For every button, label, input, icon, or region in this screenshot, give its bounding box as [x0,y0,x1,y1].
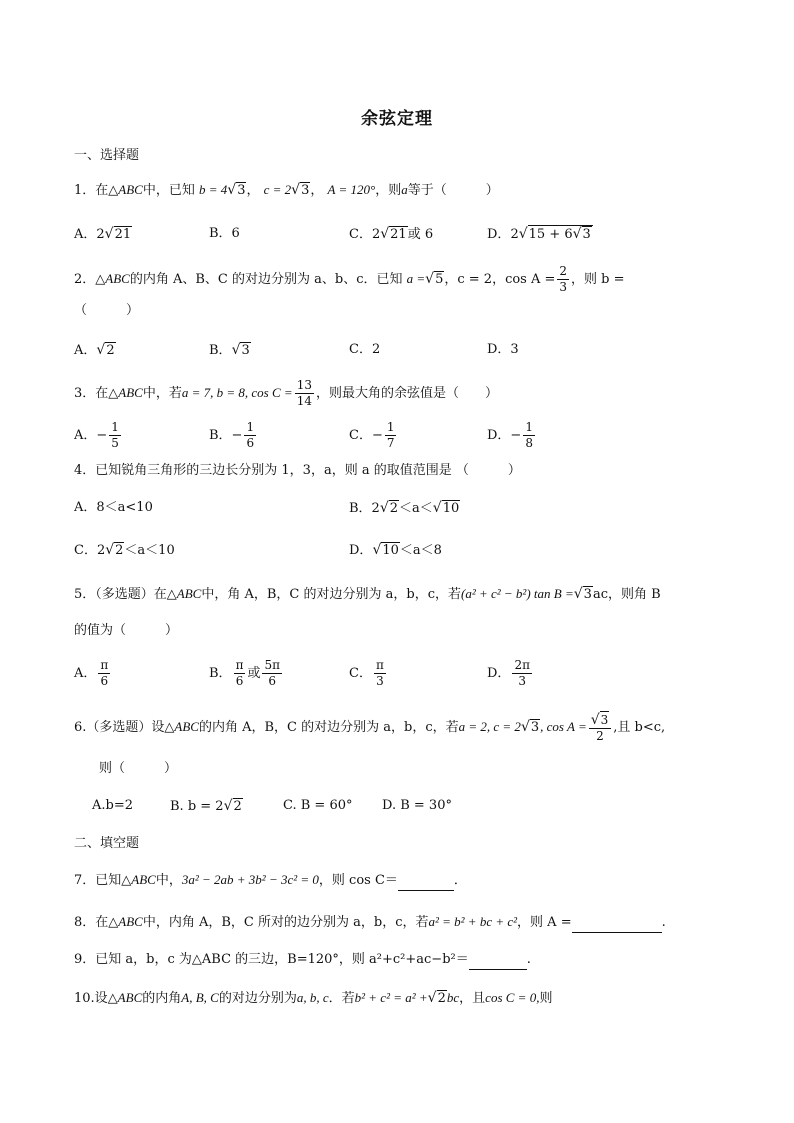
q8-answer-blank[interactable] [572,918,662,933]
q1-b-radicand: 3 [237,183,246,198]
frac-den: 6 [268,674,277,688]
frac-num: π [100,658,109,672]
option-fraction [234,658,246,689]
q10-end: 则 [539,991,553,1006]
q2-number: 2． [74,272,96,287]
option-fraction [374,658,386,689]
q5-number: 5．（多选题）在 [74,587,167,602]
triangle-abc: △ABC [166,586,202,601]
triangle-abc: △ABC [108,182,143,197]
sqrt-icon: √ [231,342,241,358]
q6-tail: ,且 b<c, [613,720,666,735]
frac-den: 5 [111,436,119,450]
option-radicand: 3 [241,343,250,358]
option-fraction-2 [262,658,282,689]
sqrt-icon: √ [573,586,583,602]
q4-option-c[interactable] [74,540,175,561]
sqrt-icon: √ [590,712,600,728]
sqrt-icon: √ [372,542,382,558]
q1-ask: a [401,182,408,197]
option-label: B． [209,666,232,681]
q9-stem: 9．已知 a，b，c 为△ABC 的三边，B=120°，则 a²+c²+ac−b²＝ [74,952,469,967]
q2-option-c[interactable]: C．2 [349,342,381,357]
frac-num: 1 [246,420,255,434]
sqrt-icon: √ [105,542,115,558]
triangle-abc: △ABC [108,385,143,400]
q6-option-c[interactable]: C. B = 60° [283,798,353,813]
option-radicand-text: 15 + 6 [528,227,573,242]
q6-radicand: 3 [530,720,540,735]
option-fraction [109,420,121,451]
triangle-abc: △ABC [121,872,156,887]
question-9 [74,950,531,970]
option-label: D． [349,543,373,558]
option-inner-radicand: 3 [582,227,591,242]
triangle-abc: △ABC [107,990,143,1005]
q5-option-d[interactable] [487,658,534,689]
frac-num: π [375,658,384,672]
option-coef: 2 [510,227,519,242]
q10-stem-2: 的对边分别为 [218,991,297,1006]
option-label: C． [349,227,372,242]
q6-option-d[interactable]: D. B = 30° [382,798,452,813]
sqrt-icon: √ [425,271,435,287]
q5-stem: 中，角 A，B，C 的对边分别为 a，b，c，若 [201,587,461,602]
q1-stem-end: 等于（ ） [407,183,499,198]
option-radicand: 10 [442,501,460,516]
sqrt-icon: √ [572,226,582,242]
question-5 [74,584,661,605]
q1-b-value: b = 4 [199,182,228,197]
q6-condition: a = 2, c = 2 [458,719,521,734]
q5-expression: (a² + c² − b²) tan B = [460,586,574,601]
frac-den: 7 [386,436,395,450]
sqrt-icon: √ [432,500,442,516]
option-radicand: 2 [389,501,399,516]
frac-num: 1 [386,420,395,434]
q10-expression-tail: bc [446,990,460,1005]
q10-sides: a, b, c [296,990,329,1005]
q1-stem: 中，已知 [142,183,195,198]
option-label: B. b = 2 [170,799,224,814]
triangle-abc: △ABC [108,914,143,929]
q5-option-c[interactable] [349,658,388,689]
question-3 [74,378,498,409]
option-tail: ＜a＜10 [124,543,175,558]
q6-option-b[interactable] [170,796,243,817]
q2-c-and-cos: ，c = 2，cos A = [444,272,556,287]
question-2 [74,264,625,295]
q1-option-c[interactable] [349,224,433,245]
question-8 [74,912,666,933]
q2-answer-paren: （ ） [74,303,140,318]
q3-option-d[interactable] [487,420,537,451]
section-heading-fill: 二、填空题 [74,836,140,851]
q5-line2: 的值为（ ） [74,623,179,638]
q2-a-value: a = [406,271,426,286]
option-radicand: 2 [106,343,115,358]
option-fraction [244,420,256,451]
q2-option-b[interactable] [209,340,251,361]
frac-num: π [235,658,244,672]
option-radicand: 2 [115,543,124,558]
option-fraction [385,420,397,451]
q1-number: 1．在 [74,183,109,198]
q2-option-a[interactable] [74,340,116,361]
option-label: C．− [349,428,383,443]
triangle-abc: △ABC [164,719,199,734]
q7-answer-blank[interactable] [398,876,454,891]
q1-stem-then: ，则 [375,183,402,198]
q3-tail: ，则最大角的余弦值是（ ） [315,386,498,401]
q3-option-a[interactable] [74,420,123,451]
q10-angles: A, B, C [181,990,219,1005]
q5-option-a[interactable] [74,658,112,689]
q1-c-value: c = 2 [263,182,292,197]
option-radicand: 2 [233,799,242,814]
frac-den: 6 [235,674,244,688]
q8-number: 8．在 [74,915,109,930]
section-heading-choice: 一、选择题 [74,148,140,163]
frac-den: 6 [100,674,109,688]
q8-stem: 中，内角 A，B，C 所对的边分别为 a，b，c，若 [142,915,429,930]
q6-number: 6.（多选题）设 [74,720,165,735]
q7-end: ． [453,873,467,888]
q8-end: . [661,915,666,930]
frac-num: 2 [559,264,568,278]
page-title: 余弦定理 [361,109,433,129]
option-label: C．2 [74,543,106,558]
sqrt-icon: √ [379,500,389,516]
q3-stem: 中，若 [142,386,182,401]
q3-option-c[interactable] [349,420,398,451]
option-radicand: 21 [114,227,132,242]
option-label: A．− [74,428,108,443]
option-radicand: 21 [390,227,407,242]
sqrt-icon: √ [427,990,437,1006]
option-coef: 2 [371,227,381,242]
q4-option-d[interactable] [349,540,442,561]
sqrt-icon: √ [520,719,530,735]
option-tail: ＜a＜8 [399,543,442,558]
q7-number: 7．已知 [74,873,122,888]
question-4: 4．已知锐角三角形的三边长分别为 1，3，a，则 a 的取值范围是 （ ） [74,463,521,478]
q7-stem: 中， [155,873,182,888]
option-mid: ＜a＜ [399,501,433,516]
q10-expression: b² + c² = a² + [354,990,428,1005]
q3-number: 3．在 [74,386,109,401]
option-label: A． [74,666,97,681]
q3-option-b[interactable] [209,420,258,451]
q6-cos-a: , cos A = [540,719,587,734]
q1-option-a[interactable] [74,224,132,245]
option-label: D． [487,227,511,242]
option-label: C． [349,666,372,681]
q4-option-a[interactable]: A．8＜a<10 [74,500,153,515]
frac-den: 3 [518,674,527,688]
option-label: B．2 [349,501,380,516]
question-1: 1．在△ABC中，已知 b = 4√3， c = 2√3， A = 120°，则a等于（ ） [74,182,499,198]
sqrt-icon: √ [227,182,237,198]
q5-radicand: 3 [583,587,592,602]
q10-stem: 的内角 [142,991,182,1006]
frac-den: 6 [246,436,255,450]
frac-den: 3 [376,674,384,688]
q10-tail: ，且 [459,991,486,1006]
q6-option-a[interactable]: A.b=2 [92,798,134,813]
sqrt-icon: √ [518,226,528,242]
frac-den: 14 [296,394,312,408]
option-coef: 2 [96,227,105,242]
q2-fraction [557,264,569,295]
q6-fraction [589,711,612,744]
option-label: B． [209,343,232,358]
sqrt-icon: √ [104,226,114,242]
option-label: D． [487,666,511,681]
frac-den: 2 [596,729,604,743]
sqrt-icon: √ [96,342,106,358]
q2-stem: 的内角 A、B、C 的对边分别为 a、b、c．已知 [129,272,403,287]
option-radicand: 10 [382,543,399,558]
q4-option-b[interactable] [349,498,460,519]
q1-option-d[interactable] [487,224,593,245]
option-label: A． [74,227,97,242]
frac-num [589,711,612,729]
frac-radicand: 3 [600,713,609,727]
q7-tail: ，则 cos C＝ [318,873,398,888]
q1-angle: A = 120° [327,182,376,197]
q8-expression: a² = b² + bc + c² [428,914,518,929]
q6-line2: 则（ ） [99,761,178,776]
frac-num: 2π [514,658,530,672]
q8-tail: ，则 A = [517,915,572,930]
question-10 [74,988,552,1009]
q9-end: . [526,952,531,967]
question-7 [74,870,467,891]
frac-num: 13 [296,378,312,392]
frac-num: 5π [264,658,280,672]
q10-number: 10.设 [74,991,108,1006]
frac-num: 1 [525,420,533,434]
q3-condition: a = 7, b = 8, cos C = [181,385,293,400]
option-fraction [98,658,110,689]
question-6 [74,711,665,744]
triangle-abc: △ABC [95,271,130,286]
q9-answer-blank[interactable] [469,955,527,970]
frac-num: 1 [111,420,119,434]
q2-option-d[interactable]: D．3 [487,342,519,357]
q10-condition: cos C = 0, [485,990,540,1005]
q5-option-b[interactable] [209,658,284,689]
sqrt-icon: √ [291,182,301,198]
sqrt-icon: √ [223,798,233,814]
option-radicand [528,225,593,243]
frac-den: 3 [559,280,568,294]
q6-stem: 的内角 A，B，C 的对边分别为 a，b，c，若 [198,720,459,735]
option-label: B．− [209,428,243,443]
option-label: D．− [487,428,522,443]
q5-tail: ac，则角 B [592,587,661,602]
q2-tail: ，则 b = [571,272,625,287]
q10-radicand: 2 [437,991,446,1006]
q3-fraction [295,378,314,409]
q2-a-radicand: 5 [435,272,444,287]
q10-stem-3: ．若 [328,991,355,1006]
q1-option-b[interactable]: B．6 [209,226,240,241]
q7-expression: 3a² − 2ab + 3b² − 3c² = 0 [181,872,319,887]
sqrt-icon: √ [380,226,390,242]
option-fraction [512,658,532,689]
option-tail: 或 6 [407,227,434,242]
frac-den: 8 [525,436,533,450]
option-fraction [523,420,535,451]
option-label: A． [74,343,97,358]
q1-c-radicand: 3 [301,183,310,198]
option-or: 或 [247,666,261,681]
